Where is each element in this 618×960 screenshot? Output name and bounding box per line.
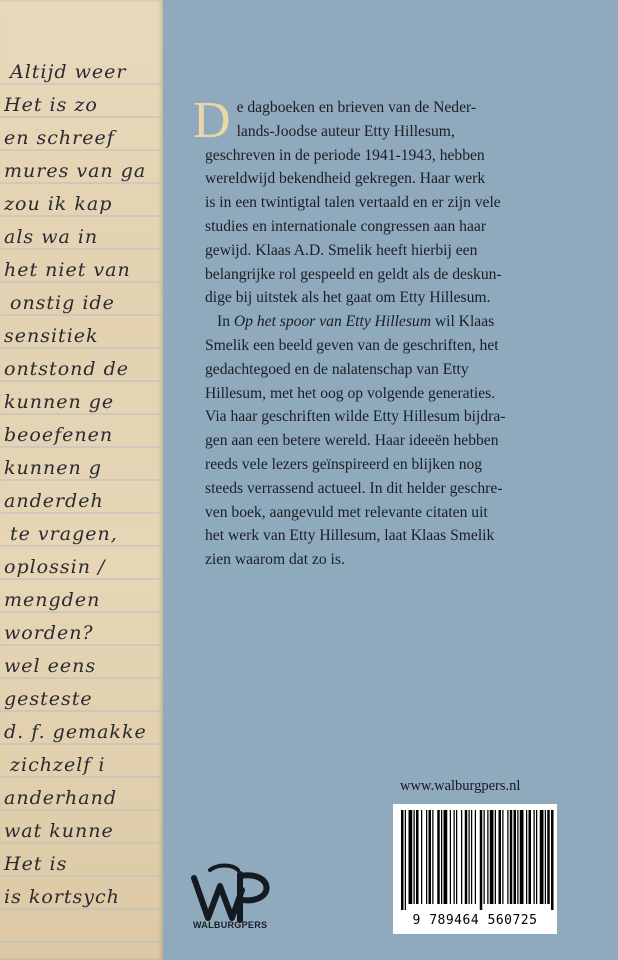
blurb-line: gedachtegoed en de nalatenschap van Etty (205, 360, 469, 378)
book-title-italic: Op het spoor van Etty Hillesum (233, 313, 431, 331)
blurb-line (205, 310, 552, 334)
blurb-line: is in een twintigtal talen vertaald en er zijn vele (205, 194, 501, 212)
barcode-bar (551, 810, 554, 910)
barcode-bar (517, 810, 518, 904)
handwriting-line: beoefenen (4, 424, 114, 446)
barcode-bar (545, 810, 546, 904)
handwriting-line: worden? (4, 622, 94, 644)
handwriting-line: zichzelf i (10, 754, 106, 776)
barcode-bar (461, 810, 462, 904)
handwriting-line: anderhand (4, 787, 118, 809)
barcode-bar (416, 810, 419, 904)
barcode-bar (499, 810, 502, 904)
handwriting-line: mures van ga (4, 160, 147, 182)
blurb-line: dige bij uitstek als het gaat om Etty Hillesum. (205, 289, 491, 307)
barcode-bar (507, 810, 508, 904)
blurb-text (193, 92, 552, 572)
barcode-bar (429, 810, 432, 904)
blurb-line: lands-Joodse auteur Etty Hillesum, (236, 122, 455, 140)
handwriting-line: Het is (4, 853, 68, 875)
blurb-line: e dagboeken en brieven van de Neder- (236, 99, 477, 116)
handwriting-line: onstig ide (10, 292, 115, 314)
isbn-number: 9 789464 560725 (412, 913, 538, 928)
barcode-bar (405, 810, 406, 910)
handwriting-line: zou ik kap (4, 193, 113, 215)
handwriting-line: gesteste (4, 688, 93, 710)
drop-cap: D (193, 92, 231, 149)
handwriting-line: mengden (4, 589, 101, 611)
barcode-bar (454, 810, 455, 904)
barcode-bar (520, 810, 524, 904)
blurb-line-rest: wil Klaas (430, 313, 495, 331)
handwriting-line: d. f. gemakke (4, 721, 147, 743)
blurb-line: steeds verrassend actueel. In dit helder geschre- (205, 479, 503, 497)
handwriting-line: wel eens (4, 655, 97, 677)
barcode-bar (465, 810, 468, 904)
handwriting-line: anderdeh (4, 490, 104, 512)
blurb-line: gewijd. Klaas A.D. Smelik heeft hierbij een (205, 241, 478, 259)
blurb-line: gen aan een betere wereld. Haar ideeën hebben (205, 432, 499, 450)
barcode-bar (441, 810, 442, 904)
blurb-line: wereldwijd bekendheid gekregen. Haar werk (205, 170, 486, 188)
handwritten-manuscript-image (0, 0, 163, 960)
barcode-bar (414, 810, 415, 904)
publisher-name: WALBURGPERS (193, 920, 268, 930)
barcode-bar (526, 810, 527, 904)
blurb-paragraph-2 (205, 310, 552, 572)
blurb-line: Smelik een beeld geven van de geschriften, het (205, 336, 499, 354)
handwriting-line: als wa in (4, 226, 99, 248)
barcode-bar (471, 810, 472, 904)
publisher-website: www.walburgpers.nl (400, 778, 521, 794)
blurb-line: geschreven in de periode 1941-1943, hebben (205, 146, 485, 164)
blurb-line: Hillesum, met het oog op volgende generaties. (205, 384, 496, 402)
handwriting-line: Altijd weer (10, 61, 127, 83)
handwriting-line: Het is zo (4, 94, 98, 116)
blurb-line: het werk van Etty Hillesum, laat Klaas Smelik (205, 527, 495, 545)
manuscript-drawing (0, 0, 163, 960)
handwriting-line: sensitiek (4, 325, 99, 347)
barcode-bar (421, 810, 422, 904)
blurb-line: studies en internationale congressen aan haar (205, 217, 487, 235)
blurb-line: zien waarom dat zo is. (205, 551, 345, 569)
barcode-bars (393, 804, 557, 912)
barcode-bar (495, 810, 496, 904)
barcode-bar (480, 810, 483, 910)
isbn-barcode (393, 804, 557, 934)
handwriting-line: kunnen g (4, 457, 102, 479)
barcode-bar (490, 810, 494, 904)
barcode-bar (475, 810, 476, 904)
blurb-paragraph-1 (193, 92, 552, 310)
barcode-bar (432, 810, 433, 904)
barcode-bar (510, 810, 513, 904)
barcode-bar (487, 810, 488, 904)
handwriting-line: en schreef (4, 127, 115, 149)
handwriting-line: te vragen, (10, 523, 118, 545)
barcode-bar (536, 810, 537, 904)
handwriting-line: is kortsych (4, 886, 120, 908)
blurb-intro: In (217, 313, 234, 331)
blurb-line: reeds vele lezers geïnspireerd en blijken nog (205, 455, 483, 473)
barcode-bar (547, 810, 550, 904)
barcode-bar (484, 810, 485, 904)
barcode-bar (444, 810, 448, 904)
barcode-bar (450, 810, 451, 904)
barcode-bar (401, 810, 404, 910)
blurb-line: ven boek, aangevuld met relevante citaten uit (205, 503, 488, 521)
blurb-line: Via haar geschriften wilde Etty Hillesum bijdra- (205, 408, 506, 426)
barcode-bar (456, 810, 457, 904)
barcode-bar (502, 810, 503, 904)
barcode-bar (426, 810, 427, 904)
blurb-line: belangrijke rol gespeeld en geldt als de deskun- (205, 265, 502, 283)
barcode-bar (540, 810, 544, 904)
handwriting-line: het niet van (4, 259, 131, 281)
handwriting-line: ontstond de (4, 358, 129, 380)
barcode-bar (409, 810, 413, 904)
handwriting-line: kunnen ge (4, 391, 115, 413)
barcode-bar (514, 810, 517, 904)
handwriting-line: wat kunne (4, 820, 114, 842)
barcode-bar (529, 810, 532, 904)
handwriting-line: oplossin / (4, 556, 106, 578)
barcode-bar (534, 810, 535, 904)
barcode-bar (437, 810, 440, 904)
barcode-bar (469, 810, 470, 904)
